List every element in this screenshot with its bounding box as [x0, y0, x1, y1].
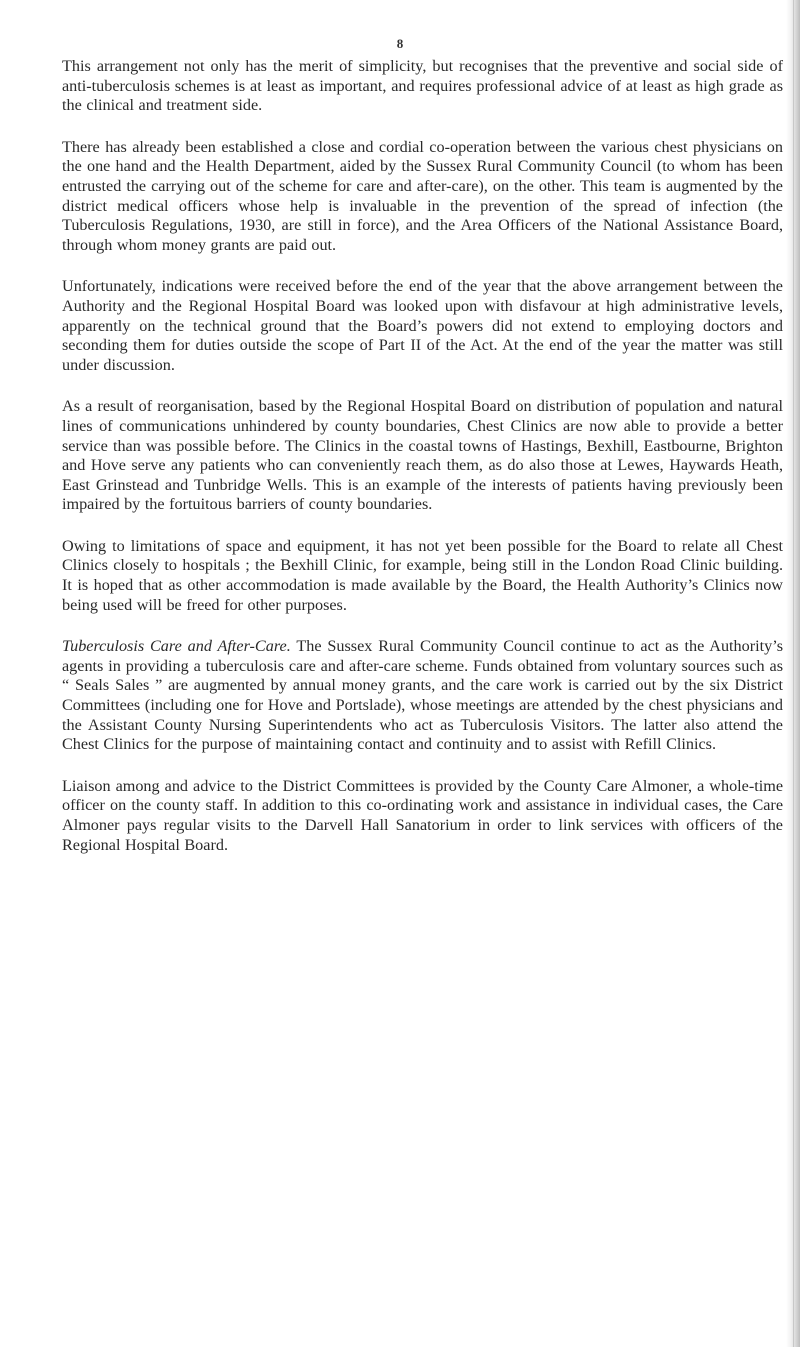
page-edge-line — [793, 0, 794, 1347]
paragraph-limitations: Owing to limitations of space and equipment, it has not yet been possible for the Board to relate all Chest Clinics closely to hospitals ; the Bexhill Clinic, for example, being still in the London Road Clinic building. It is hoped that as other accommodation is made available by the Board, the Health Authority’s Clinics now being used will be freed for other purposes. — [62, 536, 783, 614]
paragraph-reorganisation: As a result of reorganisation, based by the Regional Hospital Board on distribution of population and natural lines of communications unhindered by county boundaries, Chest Clinics are now able to provide a better service than was possible before. The Clinics in the coastal towns of Hastings, Bexhill, Eastbourne, Brighton and Hove serve any patients who can conveniently reach them, as do also those at Lewes, Haywards Heath, East Grinstead and Tunbridge Wells. This is an example of the interests of patients having previously been impaired by the fortuitous barriers of county boundaries. — [62, 397, 783, 514]
document-body — [62, 57, 783, 877]
paragraph-care-after-care-text: The Sussex Rural Community Council continue to act as the Authority’s agents in providing a tuberculosis care and after-care scheme. Funds obtained from voluntary sources such as “ Seals Sales ” are augmented by annual money grants, and the care work is carried out by the six District Committees (including one for Hove and Portslade), whose meetings are attended by the chest physicians and the Assistant County Nursing Superintendents who act as Tuberculosis Visitors. The latter also attend the Chest Clinics for the purpose of maintaining contact and continuity and to assist with Refill Clinics. — [62, 637, 783, 754]
paragraph-disfavour: Unfortunately, indications were received before the end of the year that the above arrangement between the Authority and the Regional Hospital Board was looked upon with disfavour at high administrative levels, apparently on the technical ground that the Board’s powers did not extend to employing doctors and seconding them for duties outside the scope of Part II of the Act. At the end of the year the matter was still under discussion. — [62, 277, 783, 374]
paragraph-cooperation: There has already been established a close and cordial co-operation between the various chest physicians on the one hand and the Health Department, aided by the Sussex Rural Community Council (to whom has been entrusted the carrying out of the scheme for care and after-care), on the other. This team is augmented by the district medical officers whose help is invaluable in the prevention of the spread of infection (the Tuberculosis Regulations, 1930, are still in force), and the Area Officers of the National Assistance Board, through whom money grants are paid out. — [62, 137, 783, 254]
section-heading-care-after-care: Tuberculosis Care and After-Care. — [62, 637, 291, 656]
paragraph-care-after-care — [62, 637, 783, 755]
paragraph-liaison: Liaison among and advice to the District Committees is provided by the County Care Almoner, a whole-time officer on the county staff. In addition to this co-ordinating work and assistance in individual cases, the Care Almoner pays regular visits to the Darvell Hall Sanatorium in order to link services with officers of the Regional Hospital Board. — [62, 776, 783, 854]
paragraph-simplicity: This arrangement not only has the merit of simplicity, but recognises that the preventive and social side of anti-tuberculosis schemes is at least as important, and requires professional advice of at least as high grade as the clinical and treatment side. — [62, 57, 783, 115]
page-number: 8 — [396, 36, 404, 51]
